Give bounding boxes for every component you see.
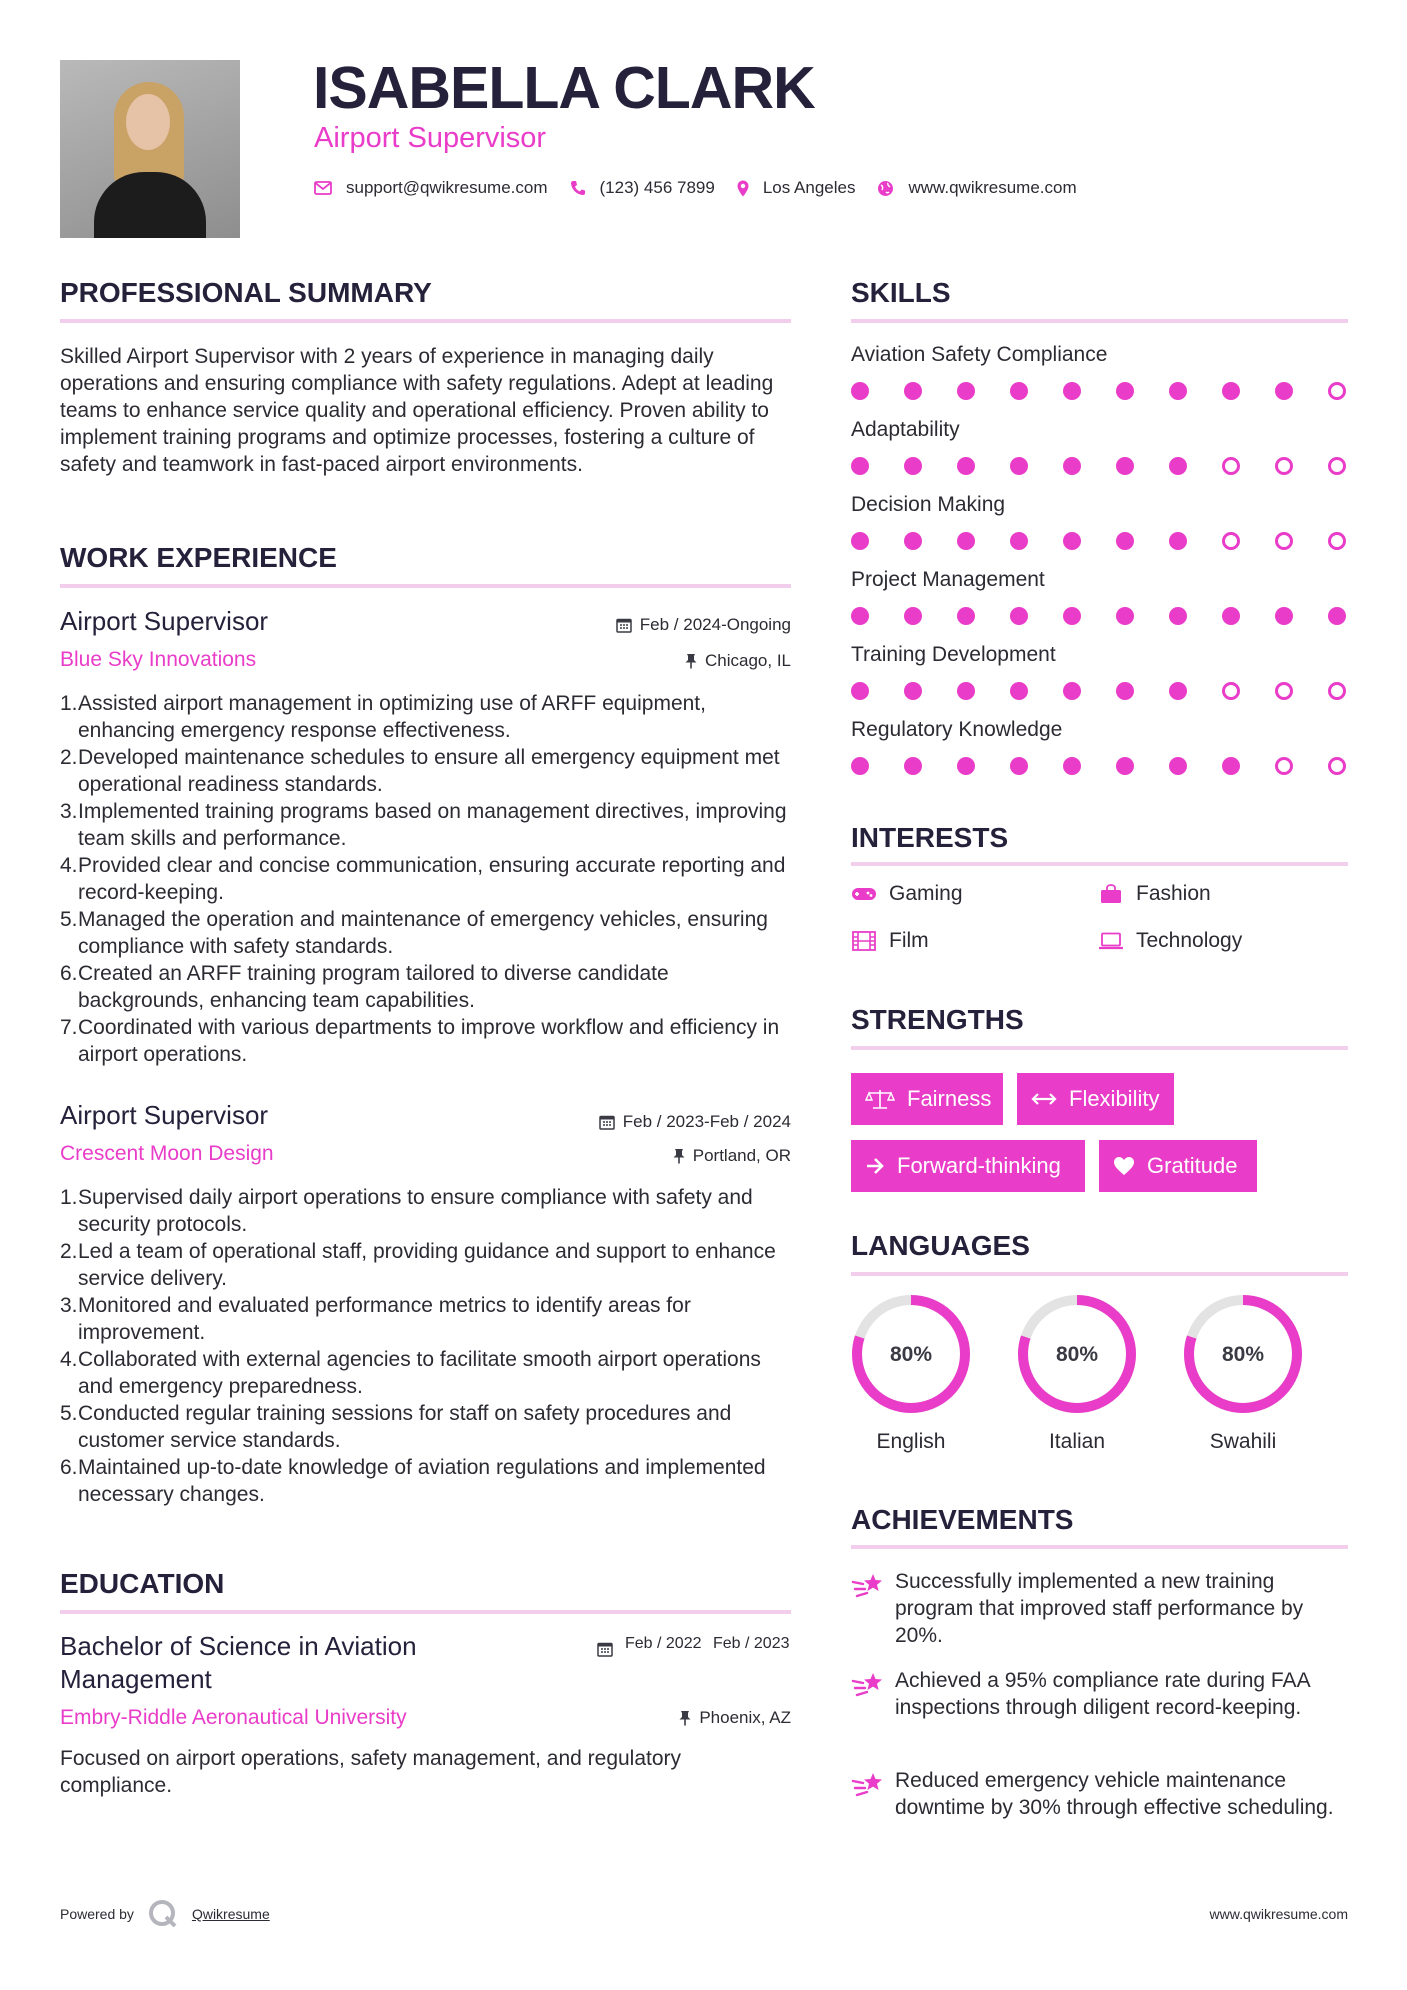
- rating-dot-filled: [957, 757, 975, 775]
- language-percent: 80%: [1055, 1343, 1099, 1366]
- contact-phone[interactable]: [570, 178, 715, 198]
- education-location: [679, 1708, 791, 1728]
- rating-dot-empty: [1328, 532, 1346, 550]
- rating-dot-filled: [1063, 382, 1081, 400]
- job-dates: [599, 1112, 791, 1132]
- school-name: Embry-Riddle Aeronautical University: [60, 1706, 407, 1729]
- interest-film: [851, 929, 929, 953]
- rating-dot-empty: [1222, 532, 1240, 550]
- experience-divider: [60, 584, 791, 588]
- achievement-item: [851, 1767, 1351, 1821]
- thumbtack-icon: [685, 653, 697, 669]
- rating-dot-filled: [1010, 382, 1028, 400]
- summary-text: Skilled Airport Supervisor with 2 years of experience in managing daily operations and ensuring compliance with safety regulations. Adept at leading teams to enhance service quality and operational efficiency. Proven ability to implement training programs and optimize processes, fostering a culture of safety and teamwork in fast-paced airport environments.: [60, 345, 774, 476]
- duty-text: Conducted regular training sessions for staff on safety procedures and customer service standards.: [78, 1402, 732, 1452]
- interest-technology: [1098, 929, 1242, 953]
- achievements-divider: [851, 1545, 1348, 1549]
- skill-rating: [851, 607, 1351, 627]
- rating-dot-filled: [1010, 682, 1028, 700]
- interest-label: Fashion: [1136, 882, 1211, 905]
- qwikresume-logo-icon: [148, 1899, 178, 1929]
- duty-text: Managed the operation and maintenance of emergency vehicles, ensuring compliance with safety standards.: [78, 908, 768, 958]
- rating-dot-filled: [851, 757, 869, 775]
- interest-fashion: [1098, 882, 1211, 906]
- rating-dot-filled: [851, 532, 869, 550]
- duty-item: [60, 852, 800, 906]
- website-text: www.qwikresume.com: [908, 178, 1077, 197]
- education-end-date: Feb / 2023: [713, 1635, 790, 1652]
- profile-photo: [60, 60, 240, 238]
- education-heading: EDUCATION: [60, 1568, 225, 1599]
- contact-location: [737, 178, 856, 198]
- interest-gaming: [851, 882, 963, 906]
- strength-label: Forward-thinking: [897, 1153, 1061, 1178]
- rating-dot-filled: [1063, 457, 1081, 475]
- rating-dot-filled: [1169, 532, 1187, 550]
- thumbtack-icon: [673, 1148, 685, 1164]
- rating-dot-empty: [1328, 757, 1346, 775]
- rating-dot-filled: [1063, 682, 1081, 700]
- heart-icon: [1113, 1156, 1135, 1176]
- rating-dot-empty: [1275, 757, 1293, 775]
- balance-scale-icon: [865, 1088, 895, 1110]
- language-percent: 80%: [889, 1343, 933, 1366]
- strengths-heading: STRENGTHS: [851, 1004, 1024, 1035]
- duty-text: Maintained up-to-date knowledge of aviation regulations and implemented necessary changes.: [78, 1456, 766, 1506]
- brand-link[interactable]: Qwikresume: [191, 1906, 270, 1922]
- rating-dot-filled: [1116, 382, 1134, 400]
- strength-flexibility: [1017, 1073, 1174, 1125]
- duty-item: [60, 1238, 800, 1292]
- degree-title: Bachelor of Science in Aviation Management: [60, 1631, 417, 1694]
- duty-text: Provided clear and concise communication, ensuring accurate reporting and record-keeping.: [78, 854, 786, 904]
- thumbtack-icon: [679, 1710, 691, 1726]
- duty-text: Coordinated with various departments to improve workflow and efficiency in airport operations.: [78, 1016, 780, 1066]
- language-ring: [1015, 1292, 1139, 1416]
- skill-rating: [851, 532, 1351, 552]
- rating-dot-filled: [1222, 757, 1240, 775]
- languages-divider: [851, 1272, 1348, 1276]
- phone-text: (123) 456 7899: [599, 178, 715, 197]
- duty-item: [60, 1292, 800, 1346]
- duty-number: 5.: [60, 908, 78, 931]
- rating-dot-filled: [1169, 382, 1187, 400]
- rating-dot-filled: [957, 682, 975, 700]
- duty-number: 6.: [60, 1456, 78, 1479]
- duty-item: [60, 1346, 800, 1400]
- company-name: Blue Sky Innovations: [60, 648, 257, 671]
- interests-heading: INTERESTS: [851, 822, 1009, 853]
- duty-text: Developed maintenance schedules to ensure all emergency equipment met operational readiness standards.: [78, 746, 780, 796]
- rating-dot-filled: [1010, 457, 1028, 475]
- strength-fairness: [851, 1073, 1003, 1125]
- rating-dot-empty: [1222, 457, 1240, 475]
- language-ring: [849, 1292, 973, 1416]
- experience-heading: WORK EXPERIENCE: [60, 542, 337, 573]
- rating-dot-filled: [1275, 607, 1293, 625]
- duty-item: [60, 960, 800, 1014]
- rating-dot-filled: [1328, 607, 1346, 625]
- rating-dot-filled: [957, 382, 975, 400]
- job-duties-list: [60, 690, 800, 1068]
- achievements-heading: ACHIEVEMENTS: [851, 1504, 1074, 1535]
- skill-rating: [851, 382, 1351, 402]
- rating-dot-filled: [1063, 757, 1081, 775]
- duty-number: 2.: [60, 746, 78, 769]
- gamepad-icon: [851, 886, 877, 902]
- arrows-horizontal-icon: [1031, 1092, 1057, 1106]
- rating-dot-filled: [1063, 607, 1081, 625]
- rating-dot-filled: [1116, 532, 1134, 550]
- skill-rating: [851, 457, 1351, 477]
- job-location: [673, 1146, 791, 1166]
- job-location-text: Portland, OR: [692, 1146, 791, 1165]
- strength-label: Gratitude: [1147, 1153, 1238, 1178]
- summary-heading: PROFESSIONAL SUMMARY: [60, 277, 432, 308]
- skills-heading: SKILLS: [851, 277, 951, 308]
- rating-dot-filled: [1169, 607, 1187, 625]
- duty-number: 4.: [60, 854, 78, 877]
- rating-dot-filled: [851, 382, 869, 400]
- rating-dot-filled: [904, 382, 922, 400]
- rating-dot-filled: [1116, 757, 1134, 775]
- strength-label: Fairness: [907, 1086, 992, 1111]
- duty-item: [60, 744, 800, 798]
- job-title: Airport Supervisor: [60, 1100, 269, 1130]
- globe-icon: [877, 180, 894, 197]
- interest-label: Gaming: [889, 882, 963, 905]
- contact-bar: [314, 178, 1099, 198]
- rating-dot-empty: [1328, 682, 1346, 700]
- duty-number: 3.: [60, 1294, 78, 1317]
- education-dates: [597, 1633, 801, 1657]
- arrow-right-icon: [865, 1157, 885, 1175]
- language-name: English: [876, 1430, 946, 1453]
- candidate-name: ISABELLA CLARK: [313, 55, 815, 121]
- rating-dot-empty: [1275, 682, 1293, 700]
- skill-name: Adaptability: [851, 418, 960, 441]
- shooting-star-icon: [851, 1667, 895, 1721]
- duty-number: 6.: [60, 962, 78, 985]
- strengths-divider: [851, 1046, 1348, 1050]
- duty-number: 3.: [60, 800, 78, 823]
- rating-dot-empty: [1275, 457, 1293, 475]
- rating-dot-filled: [957, 607, 975, 625]
- film-icon: [851, 931, 877, 951]
- rating-dot-filled: [904, 757, 922, 775]
- job-dates-text: Feb / 2024-Ongoing: [639, 615, 791, 634]
- skill-name: Aviation Safety Compliance: [851, 343, 1108, 366]
- contact-website[interactable]: [877, 178, 1076, 198]
- rating-dot-filled: [1169, 757, 1187, 775]
- rating-dot-filled: [1116, 682, 1134, 700]
- rating-dot-filled: [1169, 457, 1187, 475]
- strength-gratitude: [1099, 1140, 1257, 1192]
- language-progress-ring: [1015, 1292, 1139, 1416]
- shopping-bag-icon: [1098, 884, 1124, 904]
- duty-item: [60, 1184, 800, 1238]
- rating-dot-filled: [957, 532, 975, 550]
- rating-dot-filled: [1116, 457, 1134, 475]
- company-name: Crescent Moon Design: [60, 1142, 274, 1165]
- rating-dot-filled: [904, 682, 922, 700]
- skills-divider: [851, 319, 1348, 323]
- language-percent: 80%: [1221, 1343, 1265, 1366]
- summary-divider: [60, 319, 791, 323]
- envelope-icon: [314, 181, 332, 195]
- laptop-icon: [1098, 932, 1124, 950]
- education-start-date: Feb / 2022: [625, 1635, 702, 1652]
- rating-dot-filled: [851, 682, 869, 700]
- rating-dot-empty: [1275, 532, 1293, 550]
- language-ring: [1181, 1292, 1305, 1416]
- rating-dot-filled: [904, 457, 922, 475]
- rating-dot-filled: [1010, 757, 1028, 775]
- rating-dot-filled: [851, 457, 869, 475]
- footer-website[interactable]: www.qwikresume.com: [1209, 1906, 1348, 1922]
- rating-dot-filled: [1010, 607, 1028, 625]
- language-name: Swahili: [1209, 1430, 1277, 1453]
- strength-forward-thinking: [851, 1140, 1085, 1192]
- duty-text: Supervised daily airport operations to ensure compliance with safety and security protocols.: [78, 1186, 753, 1236]
- duty-item: [60, 1400, 800, 1454]
- education-location-text: Phoenix, AZ: [699, 1708, 791, 1727]
- education-divider: [60, 1610, 791, 1614]
- calendar-icon: [616, 617, 632, 633]
- duty-text: Monitored and evaluated performance metrics to identify areas for improvement.: [78, 1294, 691, 1344]
- phone-icon: [570, 180, 586, 196]
- duty-item: [60, 690, 800, 744]
- rating-dot-filled: [1222, 382, 1240, 400]
- duty-text: Implemented training programs based on management directives, improving team skills and performance.: [78, 800, 787, 850]
- language-progress-ring: [849, 1292, 973, 1416]
- job-location-text: Chicago, IL: [705, 651, 791, 670]
- rating-dot-filled: [1063, 532, 1081, 550]
- duty-text: Led a team of operational staff, providing guidance and support to enhance service delivery.: [78, 1240, 776, 1290]
- duty-number: 1.: [60, 692, 78, 715]
- achievement-text: Achieved a 95% compliance rate during FAA inspections through diligent record-keeping.: [895, 1669, 1310, 1719]
- rating-dot-empty: [1328, 457, 1346, 475]
- rating-dot-filled: [1116, 607, 1134, 625]
- rating-dot-filled: [1169, 682, 1187, 700]
- interest-label: Film: [889, 929, 929, 952]
- shooting-star-icon: [851, 1568, 895, 1649]
- strength-label: Flexibility: [1069, 1086, 1160, 1111]
- skill-name: Training Development: [851, 643, 1056, 666]
- duty-item: [60, 798, 800, 852]
- rating-dot-empty: [1222, 682, 1240, 700]
- achievement-item: [851, 1568, 1351, 1649]
- skill-rating: [851, 757, 1351, 777]
- duty-number: 4.: [60, 1348, 78, 1371]
- job-dates: [616, 615, 791, 635]
- rating-dot-filled: [904, 532, 922, 550]
- skill-rating: [851, 682, 1351, 702]
- achievement-text: Reduced emergency vehicle maintenance downtime by 30% through effective scheduling.: [895, 1769, 1334, 1819]
- rating-dot-filled: [1222, 607, 1240, 625]
- calendar-icon: [597, 1641, 613, 1657]
- duty-number: 5.: [60, 1402, 78, 1425]
- skill-name: Project Management: [851, 568, 1045, 591]
- job-title: Airport Supervisor: [60, 606, 269, 636]
- duty-item: [60, 1014, 800, 1068]
- job-dates-text: Feb / 2023-Feb / 2024: [622, 1112, 791, 1131]
- rating-dot-filled: [851, 607, 869, 625]
- shooting-star-icon: [851, 1767, 895, 1821]
- job-duties-list: [60, 1184, 800, 1508]
- rating-dot-filled: [1010, 532, 1028, 550]
- duty-number: 2.: [60, 1240, 78, 1263]
- map-pin-icon: [737, 180, 749, 197]
- duty-number: 7.: [60, 1016, 78, 1039]
- duty-item: [60, 1454, 800, 1508]
- footer-powered-by: [60, 1899, 270, 1929]
- duty-text: Assisted airport management in optimizing use of ARFF equipment, enhancing emergency response effectiveness.: [78, 692, 706, 742]
- powered-by-text: Powered by: [60, 1906, 134, 1922]
- job-location: [685, 651, 791, 671]
- contact-email[interactable]: [314, 178, 548, 198]
- language-name: Italian: [1048, 1430, 1106, 1453]
- location-text: Los Angeles: [762, 178, 856, 197]
- education-description: Focused on airport operations, safety management, and regulatory compliance.: [60, 1747, 682, 1797]
- interests-divider: [851, 862, 1348, 866]
- duty-number: 1.: [60, 1186, 78, 1209]
- interest-label: Technology: [1136, 929, 1243, 952]
- duty-text: Collaborated with external agencies to facilitate smooth airport operations and emergency preparedness.: [78, 1348, 761, 1398]
- candidate-role: Airport Supervisor: [314, 122, 547, 154]
- achievement-item: [851, 1667, 1351, 1721]
- skill-name: Decision Making: [851, 493, 1006, 516]
- language-progress-ring: [1181, 1292, 1305, 1416]
- calendar-icon: [599, 1114, 615, 1130]
- rating-dot-empty: [1328, 382, 1346, 400]
- languages-heading: LANGUAGES: [851, 1230, 1030, 1261]
- rating-dot-filled: [1275, 382, 1293, 400]
- email-text: support@qwikresume.com: [346, 178, 548, 197]
- duty-item: [60, 906, 800, 960]
- skill-name: Regulatory Knowledge: [851, 718, 1063, 741]
- rating-dot-filled: [957, 457, 975, 475]
- rating-dot-filled: [904, 607, 922, 625]
- achievement-text: Successfully implemented a new training program that improved staff performance by 20%.: [895, 1570, 1304, 1647]
- duty-text: Created an ARFF training program tailored to diverse candidate backgrounds, enhancing team capabilities.: [78, 962, 669, 1012]
